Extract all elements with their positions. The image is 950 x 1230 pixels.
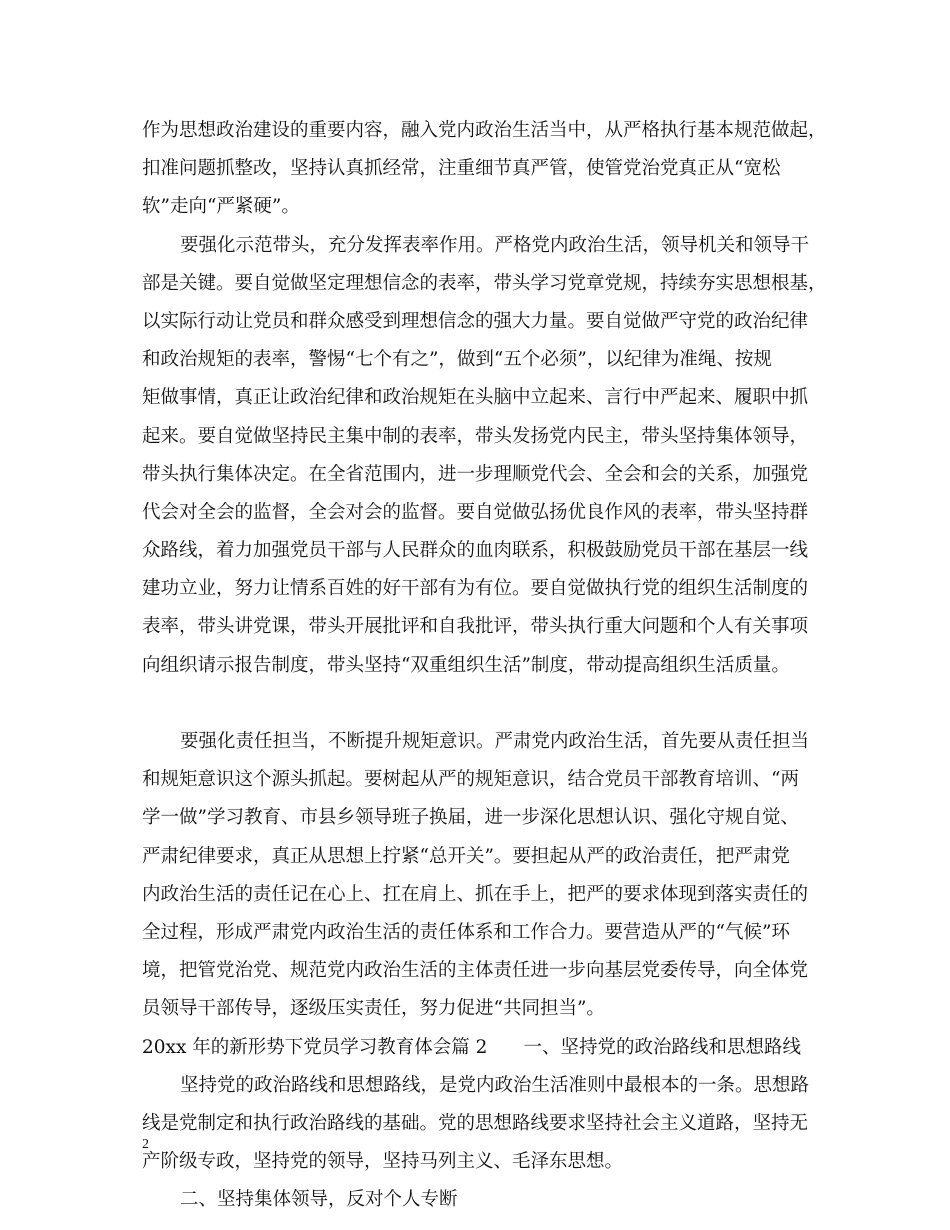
text-line: 内政治生活的责任记在心上、扛在肩上、抓在手上，把严的要求体现到落实责任的 (142, 883, 809, 905)
section-title: 一、坚持党的政治路线和思想路线 (523, 1036, 801, 1058)
text-line: 扣准问题抓整改，坚持认真抓经常，注重细节真严管，使管党治党真正从“宽松 (142, 158, 781, 180)
text-line: 软”走向“严紧硬”。 (142, 196, 300, 218)
text-line: 要强化示范带头，充分发挥表率作用。严格党内政治生活，领导机关和领导干 (180, 234, 810, 256)
article-title: 20xx 年的新形势下党员学习教育体会篇 2 (142, 1036, 488, 1058)
paragraph (142, 227, 832, 723)
paragraph (142, 723, 832, 1029)
text-line: 坚持党的政治路线和思想路线，是党内政治生活准则中最根本的一条。思想路 (180, 1074, 810, 1096)
text-line: 起来。要自觉做坚持民主集中制的表率，带头发扬党内民主，带头坚持集体领导， (142, 425, 809, 447)
text-line: 建功立业，努力让情系百姓的好干部有为有位。要自觉做执行党的组织生活制度的 (142, 578, 809, 600)
document-body (142, 112, 832, 1219)
paragraph (142, 112, 832, 227)
text-line: 代会对全会的监督，全会对会的监督。要自觉做弘扬优良作风的表率，带头坚持群 (142, 501, 809, 523)
text-line: 表率，带头讲党课，带头开展批评和自我批评，带头执行重大问题和个人有关事项 (142, 616, 809, 638)
text-line: 境，把管党治党、规范党内政治生活的主体责任进一步向基层党委传导，向全体党 (142, 960, 809, 982)
text-line: 和政治规矩的表率，警惕“七个有之”，做到“五个必须”，以纪律为准绳、按规 (142, 349, 772, 371)
text-line: 产阶级专政，坚持党的领导，坚持马列主义、毛泽东思想。 (142, 1151, 624, 1173)
text-line: 部是关键。要自觉做坚定理想信念的表率，带头学习党章党规，持续夯实思想根基， (142, 272, 827, 294)
text-line: 线是党制定和执行政治路线的基础。党的思想路线要求坚持社会主义道路，坚持无 (142, 1112, 809, 1134)
text-line: 矩做事情，真正让政治纪律和政治规矩在头脑中立起来、言行中严起来、履职中抓 (142, 387, 809, 409)
text-line: 员领导干部传导，逐级压实责任，努力促进“共同担当”。 (142, 998, 605, 1020)
text-line: 严肃纪律要求，真正从思想上拧紧“总开关”。要担起从严的政治责任，把严肃党 (142, 845, 790, 867)
text-line: 众路线，着力加强党员干部与人民群众的血肉联系，积极鼓励党员干部在基层一线 (142, 540, 809, 562)
section-title: 二、坚持集体领导，反对个人专断 (180, 1189, 458, 1211)
text-line: 带头执行集体决定。在全省范围内，进一步理顺党代会、全会和会的关系，加强党 (142, 463, 809, 485)
text-line: 学一做”学习教育、市县乡领导班子换届，进一步深化思想认识、强化守规自觉、 (142, 807, 799, 829)
page-number: 2 (142, 1137, 149, 1152)
paragraph (142, 1067, 832, 1182)
text-line: 以实际行动让党员和群众感受到理想信念的强大力量。要自觉做严守党的政治纪律 (142, 310, 809, 332)
text-line: 要强化责任担当，不断提升规矩意识。严肃党内政治生活，首先要从责任担当 (180, 731, 810, 752)
text-line: 作为思想政治建设的重要内容，融入党内政治生活当中，从严格执行基本规范做起， (142, 120, 827, 141)
text-line (142, 685, 832, 723)
text-line: 和规矩意识这个源头抓起。要树起从严的规矩意识，结合党员干部教育培训、“两 (142, 769, 799, 791)
article-heading (142, 1029, 832, 1067)
text-line: 向组织请示报告制度，带头坚持“双重组织生活”制度，带动提高组织生活质量。 (142, 654, 790, 676)
text-line: 全过程，形成严肃党内政治生活的责任体系和工作合力。要营造从严的“气候”环 (142, 921, 790, 943)
